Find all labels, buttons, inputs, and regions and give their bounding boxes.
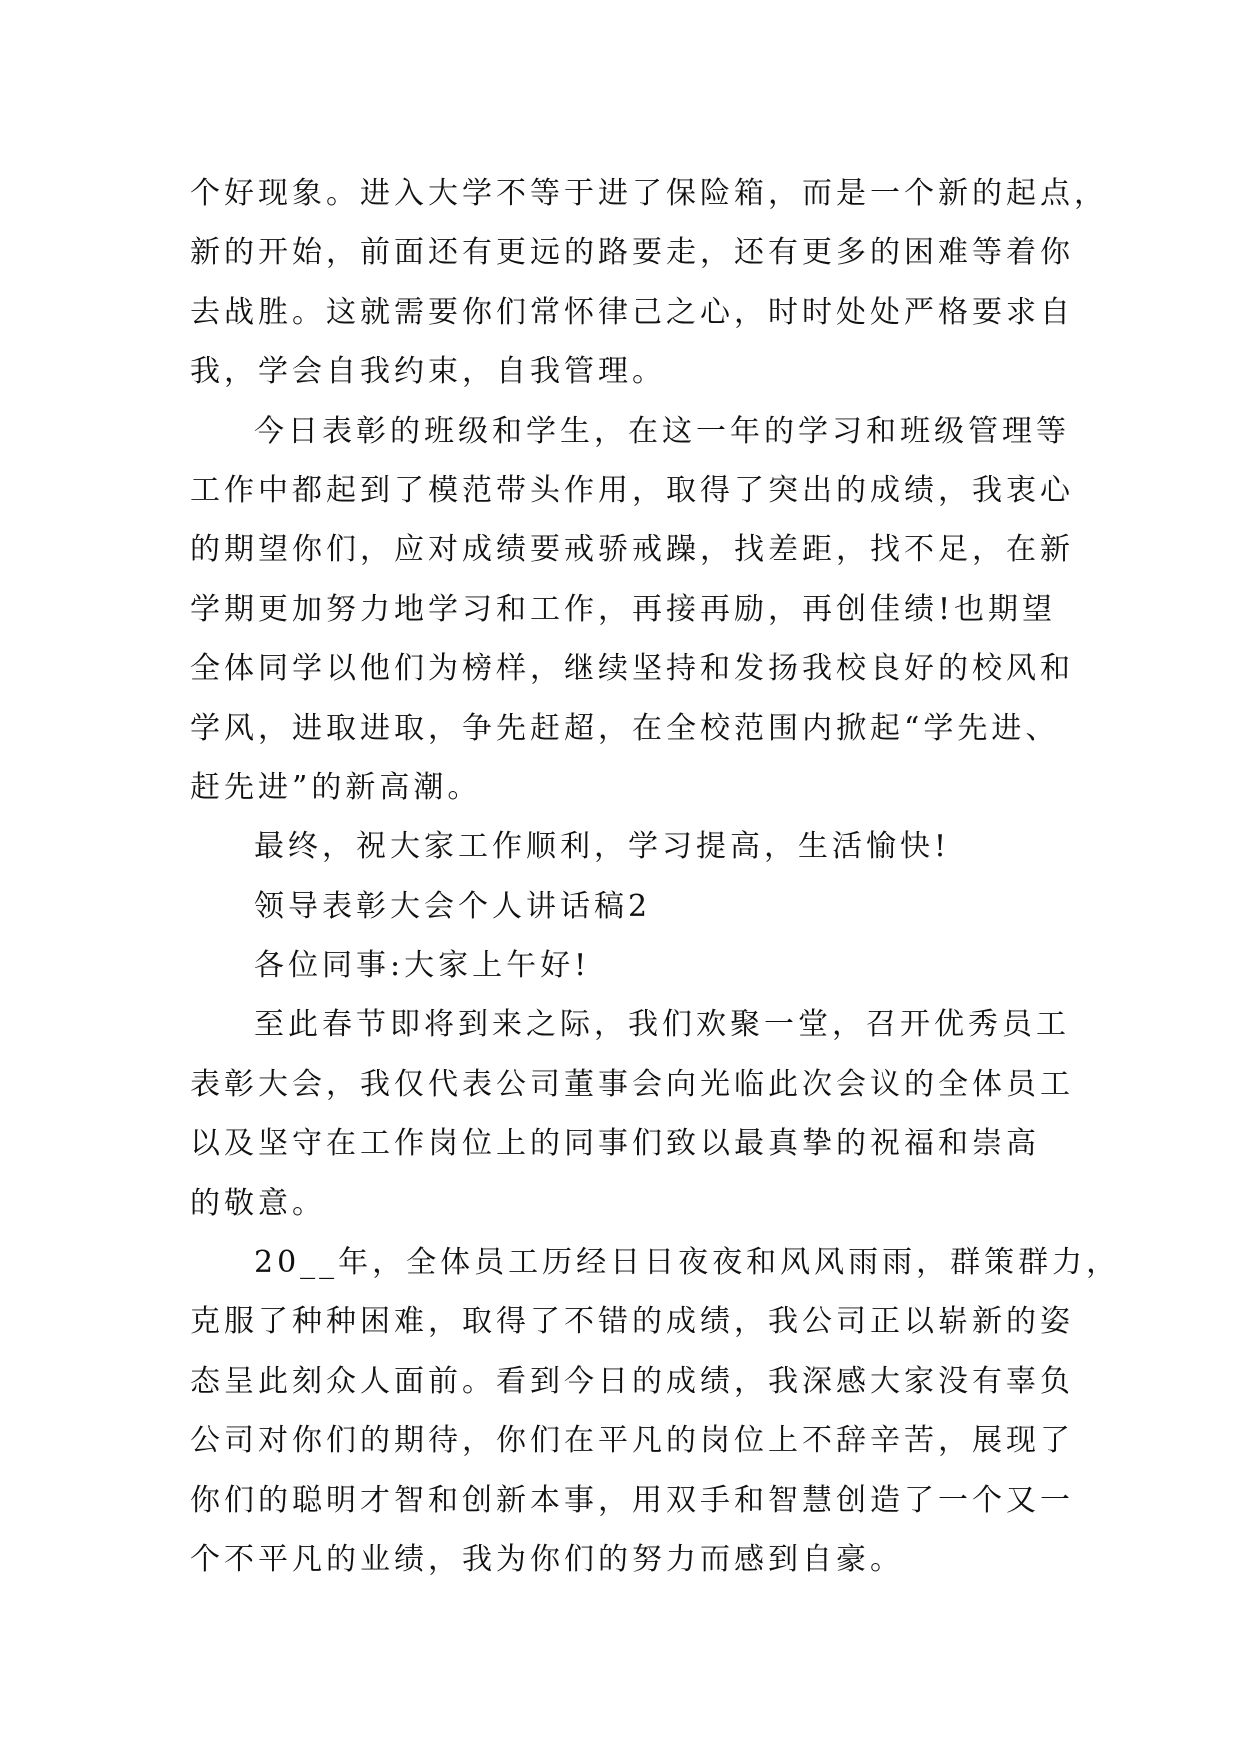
salutation xyxy=(190,936,1070,995)
text-line: 各位同事:大家上午好! xyxy=(254,948,591,984)
text-line: 态呈此刻众人面前。看到今日的成绩，我深感大家没有辜负 xyxy=(190,1363,1074,1399)
text-line: 的期望你们，应对成绩要戒骄戒躁，找差距，找不足，在新 xyxy=(190,532,1074,568)
section-heading xyxy=(190,877,1070,936)
text-line: 今日表彰的班级和学生，在这一年的学习和班级管理等 xyxy=(254,413,1070,449)
paragraph xyxy=(190,164,1108,402)
text-line: 全体同学以他们为榜样，继续坚持和发扬我校良好的校风和 xyxy=(190,651,1074,687)
text-line: 克服了种种困难，取得了不错的成绩，我公司正以崭新的姿 xyxy=(190,1304,1074,1340)
paragraph xyxy=(190,817,1070,876)
text-line: 个好现象。进入大学不等于进了保险箱，而是一个新的起点， xyxy=(190,176,1108,211)
text-line: 最终，祝大家工作顺利，学习提高，生活愉快! xyxy=(254,829,951,865)
text-line: 的敬意。 xyxy=(190,1185,326,1221)
heading-text: 领导表彰大会个人讲话稿2 xyxy=(254,888,652,924)
text-line: 20__年，全体员工历经日日夜夜和风风雨雨，群策群力， xyxy=(254,1245,1121,1281)
text-line: 至此春节即将到来之际，我们欢聚一堂，召开优秀员工 xyxy=(254,1007,1070,1043)
text-line: 学风，进取进取，争先赶超，在全校范围内掀起“学先进、 xyxy=(190,710,1060,746)
text-line: 公司对你们的期待，你们在平凡的岗位上不辞辛苦，展现了 xyxy=(190,1423,1074,1459)
text-line: 工作中都起到了模范带头作用，取得了突出的成绩，我衷心 xyxy=(190,472,1074,508)
text-line: 去战胜。这就需要你们常怀律己之心，时时处处严格要求自 xyxy=(190,294,1074,330)
paragraph xyxy=(190,1233,1121,1589)
text-line: 新的开始，前面还有更远的路要走，还有更多的困难等着你 xyxy=(190,235,1074,271)
text-line: 你们的聪明才智和创新本事，用双手和智慧创造了一个又一 xyxy=(190,1482,1074,1518)
document-body xyxy=(190,164,1121,1589)
text-line: 赶先进”的新高潮。 xyxy=(190,769,482,805)
paragraph xyxy=(190,402,1074,818)
text-line: 学期更加努力地学习和工作，再接再励，再创佳绩!也期望 xyxy=(190,591,1057,627)
text-line: 表彰大会，我仅代表公司董事会向光临此次会议的全体员工 xyxy=(190,1066,1074,1102)
text-line: 我，学会自我约束，自我管理。 xyxy=(190,354,666,390)
paragraph xyxy=(190,995,1074,1233)
text-line: 个不平凡的业绩，我为你们的努力而感到自豪。 xyxy=(190,1541,904,1577)
text-line: 以及坚守在工作岗位上的同事们致以最真挚的祝福和崇高 xyxy=(190,1126,1040,1162)
